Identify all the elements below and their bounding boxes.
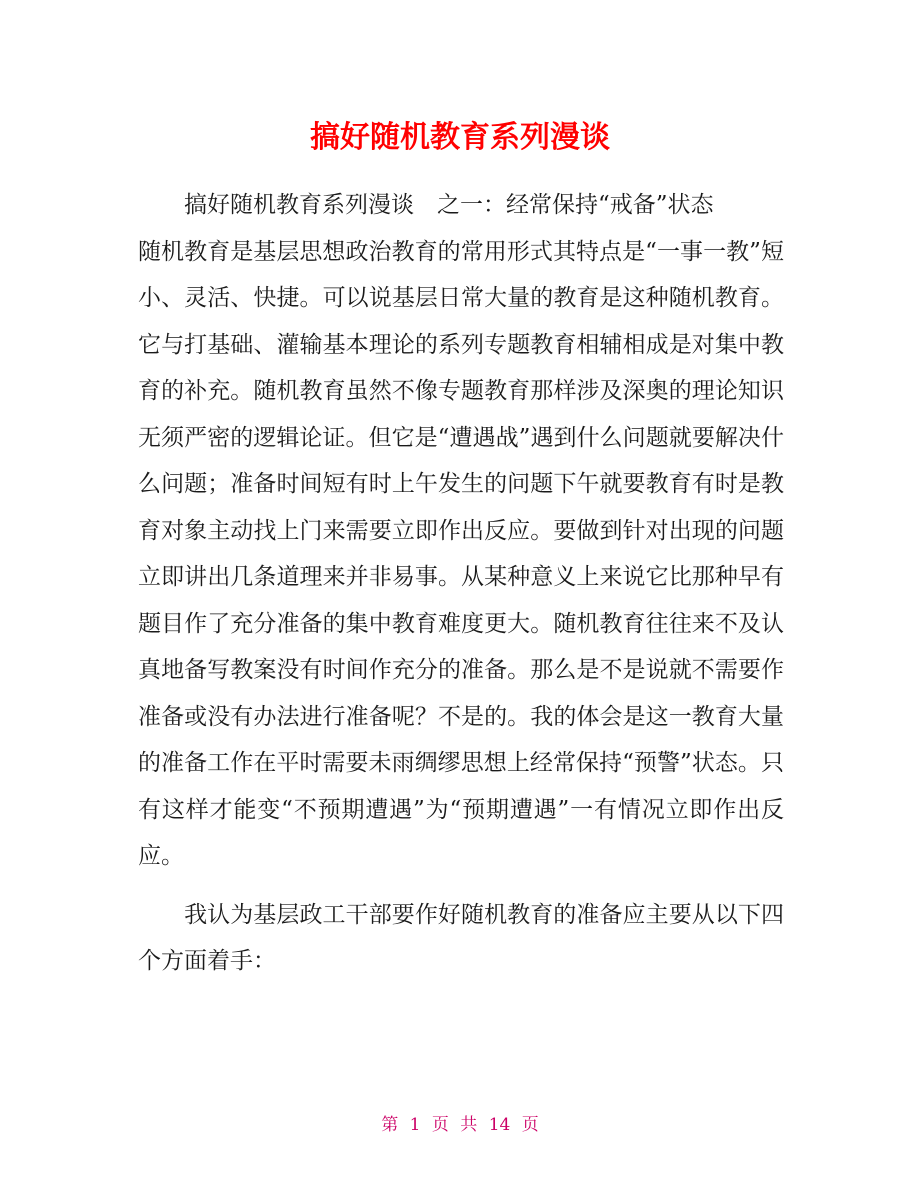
paragraph-subtitle-text: 搞好随机教育系列漫谈 之一：经常保持“戒备”状态: [184, 192, 714, 218]
paragraph-intro-text: 我认为基层政工干部要作好随机教育的准备应主要从以下四个方面着手：: [138, 901, 784, 974]
document-title: 搞好随机教育系列漫谈: [310, 120, 610, 155]
document-body: [138, 182, 784, 985]
paragraph-main: 随机教育是基层思想政治教育的常用形式其特点是“一事一教”短小、灵活、快捷。可以说基层日常大量的教育是这种随机教育。它与打基础、灌输基本理论的系列专题教育相辅相成是对集中教育的补充。随机教育虽然不像专题教育那样涉及深奥的理论知识无须严密的逻辑论证。但它是“遭遇战”遇到什么问题就要解决什么问题；准备时间短有时上午发生的问题下午就要教育有时是教育对象主动找上门来需要立即作出反应。要做到针对出现的问题立即讲出几条道理来并非易事。从某种意义上来说它比那种早有题目作了充分准备的集中教育难度更大。随机教育往往来不及认真地备写教案没有时间作充分的准备。那么是不是说就不需要作准备或没有办法进行准备呢？不是的。我的体会是这一教育大量的准备工作在平时需要未雨绸缪思想上经常保持“预警”状态。只有这样才能变“不预期遭遇”为“预期遭遇”一有情况立即作出反应。: [138, 238, 784, 869]
paragraph-intro: [138, 892, 784, 985]
page-footer: 第 1 页 共 14 页: [381, 1115, 539, 1135]
paragraph-subtitle: [138, 182, 784, 229]
